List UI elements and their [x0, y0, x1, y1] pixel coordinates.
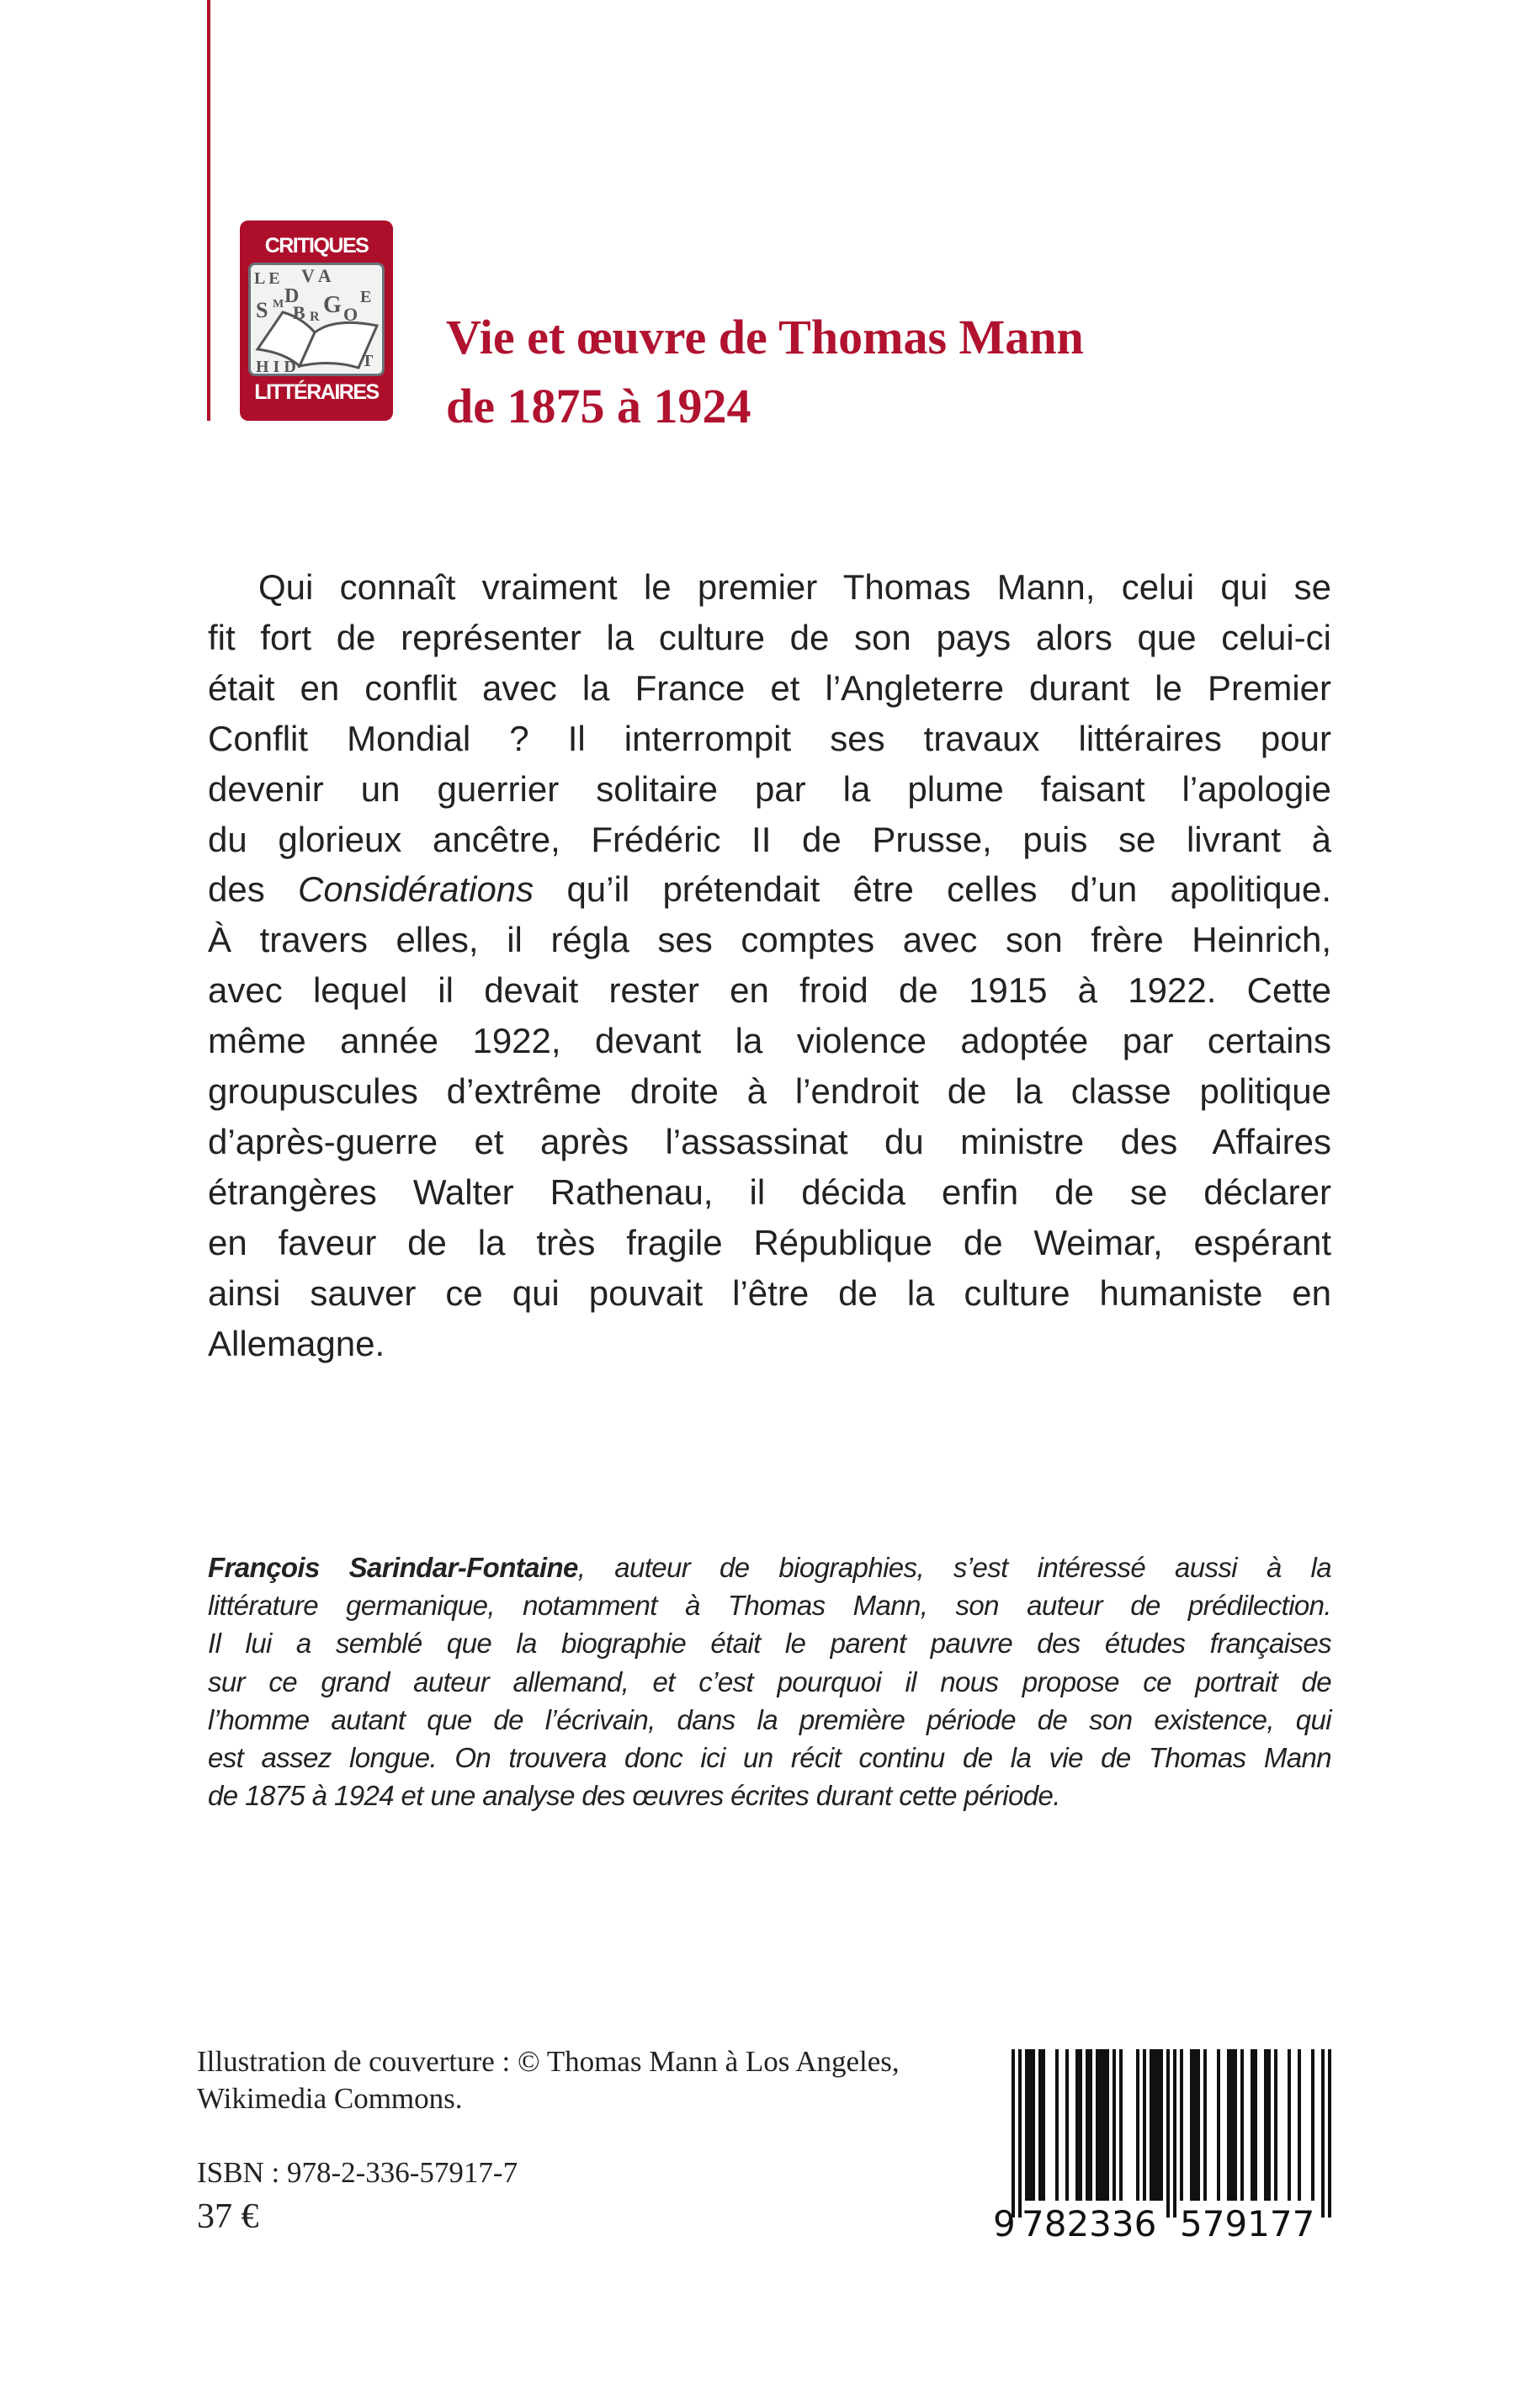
- svg-text:L E: L E: [254, 269, 280, 288]
- barcode-bar: [1099, 2049, 1102, 2201]
- summary-line: était en conflit avec la France et l’Angleterre durant le Premier: [208, 667, 1331, 708]
- summary-line: en faveur de la très fragile République de Weimar, espérant: [208, 1222, 1331, 1262]
- barcode-bar: [1136, 2049, 1139, 2201]
- barcode-bar: [1096, 2049, 1099, 2201]
- barcode-bar: [1180, 2049, 1183, 2201]
- summary-line: même année 1922, devant la violence adoptée par certains: [208, 1021, 1331, 1061]
- summary-line: Qui connaît vraiment le premier Thomas Mann, celui qui se: [258, 567, 1331, 607]
- barcode-bar: [1106, 2049, 1109, 2201]
- summary-fragment: qu’il prétendait être celles d’un apolitique.: [534, 869, 1331, 910]
- summary-line: À travers elles, il régla ses comptes avec son frère Heinrich,: [208, 920, 1331, 960]
- barcode-bar: [1025, 2049, 1028, 2201]
- summary-line: fit fort de représenter la culture de son pays alors que celui-ci: [208, 617, 1331, 657]
- barcode-bar: [1028, 2049, 1032, 2201]
- book-title: [446, 303, 1084, 441]
- barcode-bar: [1032, 2049, 1035, 2201]
- open-book-icon: [248, 263, 385, 376]
- svg-text:E: E: [360, 288, 372, 306]
- barcode-bar: [1288, 2049, 1291, 2201]
- barcode-bar: [1321, 2049, 1325, 2218]
- barcode-bar: [1086, 2049, 1089, 2201]
- barcode-bar: [1230, 2049, 1234, 2201]
- summary-line: Allemagne.: [208, 1323, 385, 1363]
- summary-text: [208, 562, 1331, 1369]
- barcode-bar: [1197, 2049, 1200, 2201]
- credit-line-2: Wikimedia Commons.: [197, 2082, 463, 2115]
- barcode-digits: 579177: [1180, 2203, 1315, 2243]
- cover-credit: [197, 2043, 900, 2117]
- svg-text:R: R: [310, 310, 320, 324]
- barcode-bar: [1240, 2049, 1244, 2201]
- svg-text:O: O: [343, 304, 358, 325]
- svg-text:G: G: [323, 292, 342, 318]
- barcode-bar: [1193, 2049, 1197, 2201]
- collection-logo: [240, 220, 393, 421]
- barcode-bar: [1267, 2049, 1271, 2201]
- summary-line: du glorieux ancêtre, Frédéric II de Prusse, puis se livrant à: [208, 819, 1331, 859]
- barcode-bar: [1079, 2049, 1082, 2201]
- svg-text:T: T: [362, 352, 374, 370]
- svg-text:S: S: [256, 298, 268, 322]
- barcode-bar: [1190, 2049, 1193, 2201]
- barcode-bar: [1153, 2049, 1156, 2201]
- barcode-bar: [1251, 2049, 1254, 2201]
- barcode-bar: [1150, 2049, 1153, 2201]
- bio-line: l’homme autant que de l’écrivain, dans la première période de son existence, qui: [208, 1703, 1331, 1735]
- barcode-bar: [1311, 2049, 1314, 2201]
- summary-line: groupuscules d’extrême droite à l’endroit de la classe politique: [208, 1071, 1331, 1112]
- barcode-bar: [1166, 2049, 1170, 2218]
- summary-line: devenir un guerrier solitaire par la plume faisant l’apologie: [208, 768, 1331, 809]
- logo-top-text: CRITIQUES: [264, 234, 369, 258]
- barcode-bar: [1038, 2049, 1042, 2201]
- author-bio: [208, 1548, 1331, 1814]
- price: 37 €: [197, 2197, 259, 2236]
- barcode-bar: [1298, 2049, 1301, 2201]
- author-name: François Sarindar-Fontaine: [208, 1552, 578, 1583]
- summary-line: Conflit Mondial ? Il interrompit ses travaux littéraires pour: [208, 718, 1331, 758]
- barcode-bar: [1102, 2049, 1106, 2201]
- summary-line: d’après-guerre et après l’assassinat du ministre des Affaires: [208, 1121, 1331, 1161]
- barcode: [993, 2049, 1338, 2243]
- barcode-bar: [1018, 2049, 1022, 2218]
- svg-text:D: D: [284, 285, 300, 307]
- barcode-bar: [1217, 2049, 1220, 2201]
- summary-line: étrangères Walter Rathenau, il décida enfin de se déclarer: [208, 1171, 1331, 1212]
- credit-line-1: Illustration de couverture : © Thomas Mann à Los Angeles,: [197, 2045, 900, 2078]
- summary-fragment: des: [208, 869, 298, 910]
- barcode-bar: [1075, 2049, 1079, 2201]
- svg-text:H I D: H I D: [256, 358, 296, 374]
- barcode-bar: [1119, 2049, 1123, 2201]
- barcode-bar: [1089, 2049, 1092, 2201]
- barcode-bar: [1227, 2049, 1230, 2201]
- bio-line: sur ce grand auteur allemand, et c’est pourquoi il nous propose ce portrait de: [208, 1665, 1331, 1697]
- barcode-digits: 9: [993, 2203, 1016, 2243]
- barcode-bar: [1264, 2049, 1267, 2201]
- barcode-bar: [1173, 2049, 1176, 2218]
- bio-line: littérature germanique, notamment à Thomas Mann, son auteur de prédilection.: [208, 1590, 1331, 1622]
- italic-title: Considérations: [298, 869, 534, 910]
- bio-line: [208, 1548, 1331, 1586]
- barcode-bar: [1143, 2049, 1146, 2201]
- barcode-bar: [1160, 2049, 1163, 2201]
- barcode-digits: 782336: [1022, 2203, 1157, 2243]
- svg-text:B: B: [293, 302, 305, 323]
- bio-line: Il lui a semblé que la biographie était le parent pauvre des études françaises: [208, 1628, 1331, 1660]
- barcode-bar: [1274, 2049, 1277, 2201]
- isbn: ISBN : 978-2-336-57917-7: [197, 2156, 518, 2189]
- svg-text:M: M: [273, 298, 284, 311]
- barcode-bar: [1042, 2049, 1045, 2201]
- title-line-2: de 1875 à 1924: [446, 379, 751, 433]
- barcode-bar: [1203, 2049, 1207, 2201]
- title-line-1: Vie et œuvre de Thomas Mann: [446, 310, 1084, 364]
- barcode-bar: [1065, 2049, 1069, 2201]
- bio-line: est assez longue. On trouvera donc ici un récit continu de la vie de Thomas Mann: [208, 1742, 1331, 1774]
- barcode-bar: [1254, 2049, 1257, 2201]
- summary-line: avec lequel il devait rester en froid de 1915 à 1922. Cette: [208, 970, 1331, 1011]
- logo-bottom-text: LITTÉRAIRES: [254, 380, 379, 404]
- barcode-bar: [1012, 2049, 1015, 2218]
- barcode-bar: [1156, 2049, 1160, 2201]
- summary-line: ainsi sauver ce qui pouvait l’être de la culture humaniste en: [208, 1272, 1331, 1313]
- barcode-bar: [1055, 2049, 1059, 2201]
- barcode-bar: [1234, 2049, 1237, 2201]
- summary-line: [208, 864, 1331, 915]
- barcode-bar: [1328, 2049, 1331, 2218]
- bio-line: de 1875 à 1924 et une analyse des œuvres écrites durant cette période.: [208, 1780, 1060, 1812]
- bio-fragment: , auteur de biographies, s’est intéressé aussi à la: [577, 1552, 1331, 1583]
- svg-text:V A: V A: [301, 265, 332, 286]
- barcode-bar: [1113, 2049, 1116, 2201]
- cover-edge-rule: [207, 0, 210, 421]
